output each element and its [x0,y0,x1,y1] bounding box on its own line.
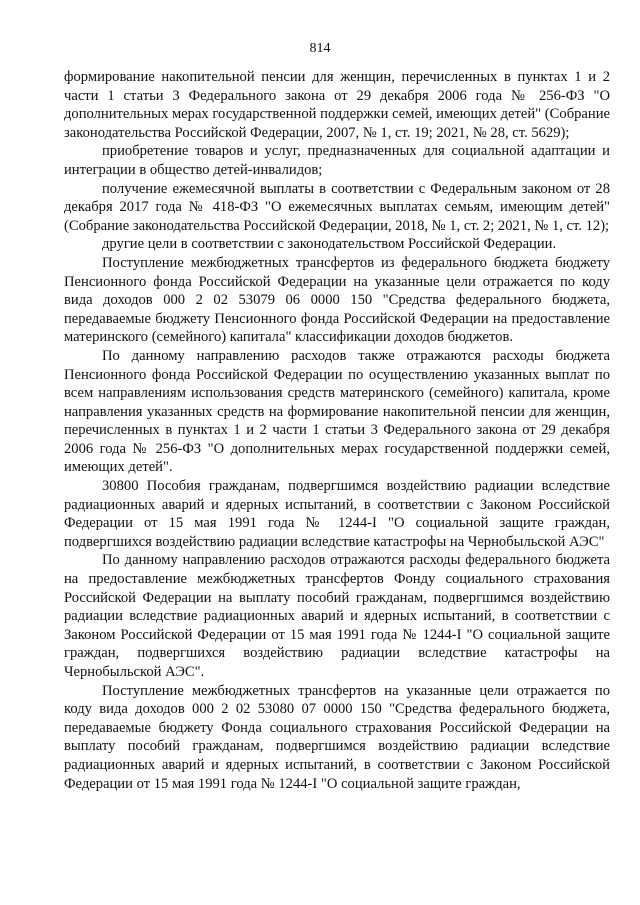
document-body [64,68,610,793]
paragraph-pension-savings: формирование накопительной пенсии для женщин, перечисленных в пунктах 1 и 2 части 1 статьи 3 Федерального закона от 29 декабря 2006 года № 256-ФЗ "О дополнительных мерах государственной поддержки семей, имеющих детей" (Собрание законодательства Российской Федерации, 2007, № 1, ст. 19; 2021, № 28, ст. 5629); [64,69,610,141]
paragraph-other-purposes: другие цели в соответствии с законодательством Российской Федерации. [102,236,557,253]
paragraph-expenses-also: По данному направлению расходов также отражаются расходы бюджета Пенсионного фонда Российской Федерации по осуществлению указанных выплат по всем направлениям использования средств материнского (семейного) капитала, кроме направления указанных средств на формирование накопительной пенсии для женщин, перечисленных в пунктах 1 и 2 части 1 статьи 3 Федерального закона от 29 декабря 2006 года № 256-ФЗ "О дополнительных мерах государственной поддержки семей, имеющих детей". [64,347,610,476]
paragraph-transfer-receipt: Поступление межбюджетных трансфертов из федерального бюджета бюджету Пенсионного фонда Российской Федерации на указанные цели отражается по коду вида доходов 000 2 02 53079 06 0000 150 "Средства федерального бюджета, передаваемые бюджету Пенсионного фонда Российской Федерации на предоставление материнского (семейного) капитала" классификации доходов бюджетов. [64,254,610,346]
paragraph-monthly-payment: получение ежемесячной выплаты в соответствии с Федеральным законом от 28 декабря 2017 года № 418-ФЗ "О ежемесячных выплатах семьям, имеющим детей" (Собрание законодательства Российской Федерации, 2018, № 1, ст. 2; 2021, № 1, ст. 12); [64,180,610,234]
paragraph-30800-receipt: Поступление межбюджетных трансфертов на указанные цели отражается по коду вида доходов 000 2 02 53080 07 0000 150 "Средства федерального бюджета, передаваемые бюджету Фонда социального страхования Российской Федерации на выплату пособий гражданам, подвергшимся воздействию радиации вследствие радиационных аварий и ядерных испытаний, в соответствии с Законом Российской Федерации от 15 мая 1991 года № 1244-I "О социальной защите граждан, [64,682,610,792]
paragraph-disabled-children: приобретение товаров и услуг, предназначенных для социальной адаптации и интеграции в общество детей-инвалидов; [64,143,610,178]
page-number: 814 [309,41,331,56]
paragraph-30800-expenses: По данному направлению расходов отражаются расходы федерального бюджета на предоставление межбюджетных трансфертов Фонду социального страхования Российской Федерации на выплату пособий гражданам, подвергшимся воздействию радиации вследствие радиационных аварий и ядерных испытаний, в соответствии с Законом Российской Федерации от 15 мая 1991 года № 1244-I "О социальной защите граждан, подвергшихся воздействию радиации вследствие катастрофы на Чернобыльской АЭС". [64,552,610,680]
paragraph-30800-heading: 30800 Пособия гражданам, подвергшимся воздействию радиации вследствие радиационных аварий и ядерных испытаний, в соответствии с Законом Российской Федерации от 15 мая 1991 года № 1244-I "О социальной защите граждан, подвергшихся воздействию радиации вследствие катастрофы на Чернобыльской АЭС" [64,478,610,550]
